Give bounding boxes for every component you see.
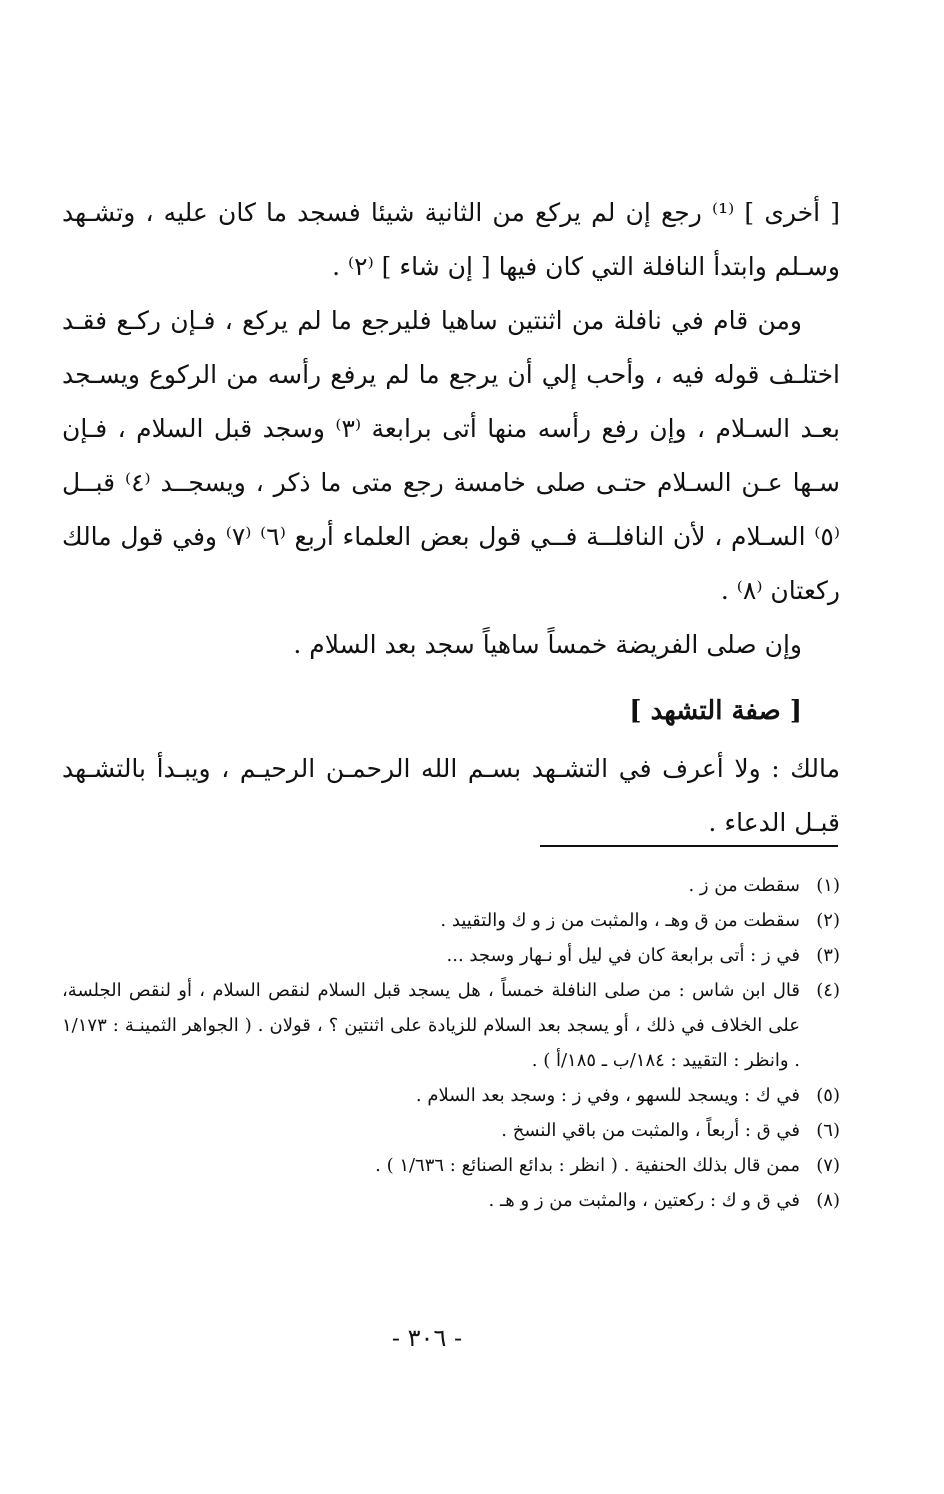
footnote-text: في ك : ويسجد للسهو ، وفي ز : وسجد بعد السلام . [415, 1085, 800, 1106]
footnote-text: قال ابن شاس : من صلى النافلة خمساً ، هل يسجد قبل السلام لنقص السلام ، أو لنقص الجلسة، على الخلاف في ذلك ، أو يسجد بعد السلام للزيادة على اثنتين ؟ ، قولان . ( الجواهر الثمينـة : ١/١٧٣ . وانظر : التقييد : ١٨٤/ب ـ ١٨٥/أ ) . [62, 980, 800, 1071]
footnote [62, 868, 840, 903]
main-text [62, 186, 840, 850]
footnote [62, 1113, 840, 1148]
footnote [62, 938, 840, 973]
paragraph-3: وإن صلى الفريضة خمساً ساهياً سجد بعد السلام . [293, 630, 802, 659]
paragraph-4: مالك : ولا أعرف في التشـهد بسـم الله الرحمـن الرحيـم ، ويبـدأ بالتشـهد قبـل الدعاء . [62, 754, 840, 837]
paragraph-2: ومن قام في نافلة من اثنتين ساهيا فليرجع ما لم يركع ، فـإن ركـع فقـد اختلـف قوله فيه ، وأحب إلي أن يرجع ما لم يرفع رأسه من الركوع ويسـجد بعـد السـلام ، وإن رفع رأسه منها أتى برابعة ⁽٣⁾ وسجد قبل السلام ، فـإن سـها عـن السـلام حتـى صلى خامسة رجع متى ما ذكر ، ويسجــد ⁽٤⁾ قبــل ⁽٥⁾ السـلام ، لأن النافلــة فــي قول بعض العلماء أربع ⁽٦⁾ ⁽٧⁾ وفي قول مالك ركعتان ⁽٨⁾ . [62, 306, 841, 605]
footnote-text: في ق و ك : ركعتين ، والمثبت من ز و هـ . [488, 1190, 800, 1211]
footnote-text: سقطت من ق وهـ ، والمثبت من ز و ك والتقييد . [440, 910, 800, 931]
footnote [62, 1183, 840, 1218]
footnote-number: (٣) [816, 945, 840, 966]
footnote-number: (٧) [816, 1155, 840, 1176]
page-number: - ٣٠٦ - [391, 1324, 463, 1352]
footnote-number: (٢) [816, 910, 840, 931]
section-heading: [ صفة التشهد ] [629, 696, 802, 726]
footnote-separator [540, 845, 838, 847]
footnote-number: (٤) [816, 980, 840, 1001]
footnote [62, 973, 840, 1078]
footnote-text: في ق : أربعاً ، والمثبت من باقي النسخ . [501, 1120, 800, 1141]
footnote [62, 1078, 840, 1113]
footnote [62, 903, 840, 938]
footnote-number: (٨) [816, 1190, 840, 1211]
footnote-number: (١) [816, 875, 840, 896]
footnote-text: ممن قال بذلك الحنفية . ( انظر : بدائع الصنائع : ١/٦٣٦ ) . [375, 1155, 800, 1176]
footnote-number: (٥) [816, 1085, 840, 1106]
footnote-text: في ز : أتى برابعة كان في ليل أو نـهار وسجد ... [446, 945, 800, 966]
paragraph-1: [ أخرى ] ⁽¹⁾ رجع إن لم يركع من الثانية شيئا فسجد ما كان عليه ، وتشـهد وسـلم وابتدأ النافلة التي كان فيها [ إن شاء ] ⁽٢⁾ . [62, 198, 841, 281]
footnotes [62, 868, 840, 1218]
footnote [62, 1148, 840, 1183]
footnote-text: سقطت من ز . [688, 875, 800, 896]
footnote-number: (٦) [816, 1120, 840, 1141]
